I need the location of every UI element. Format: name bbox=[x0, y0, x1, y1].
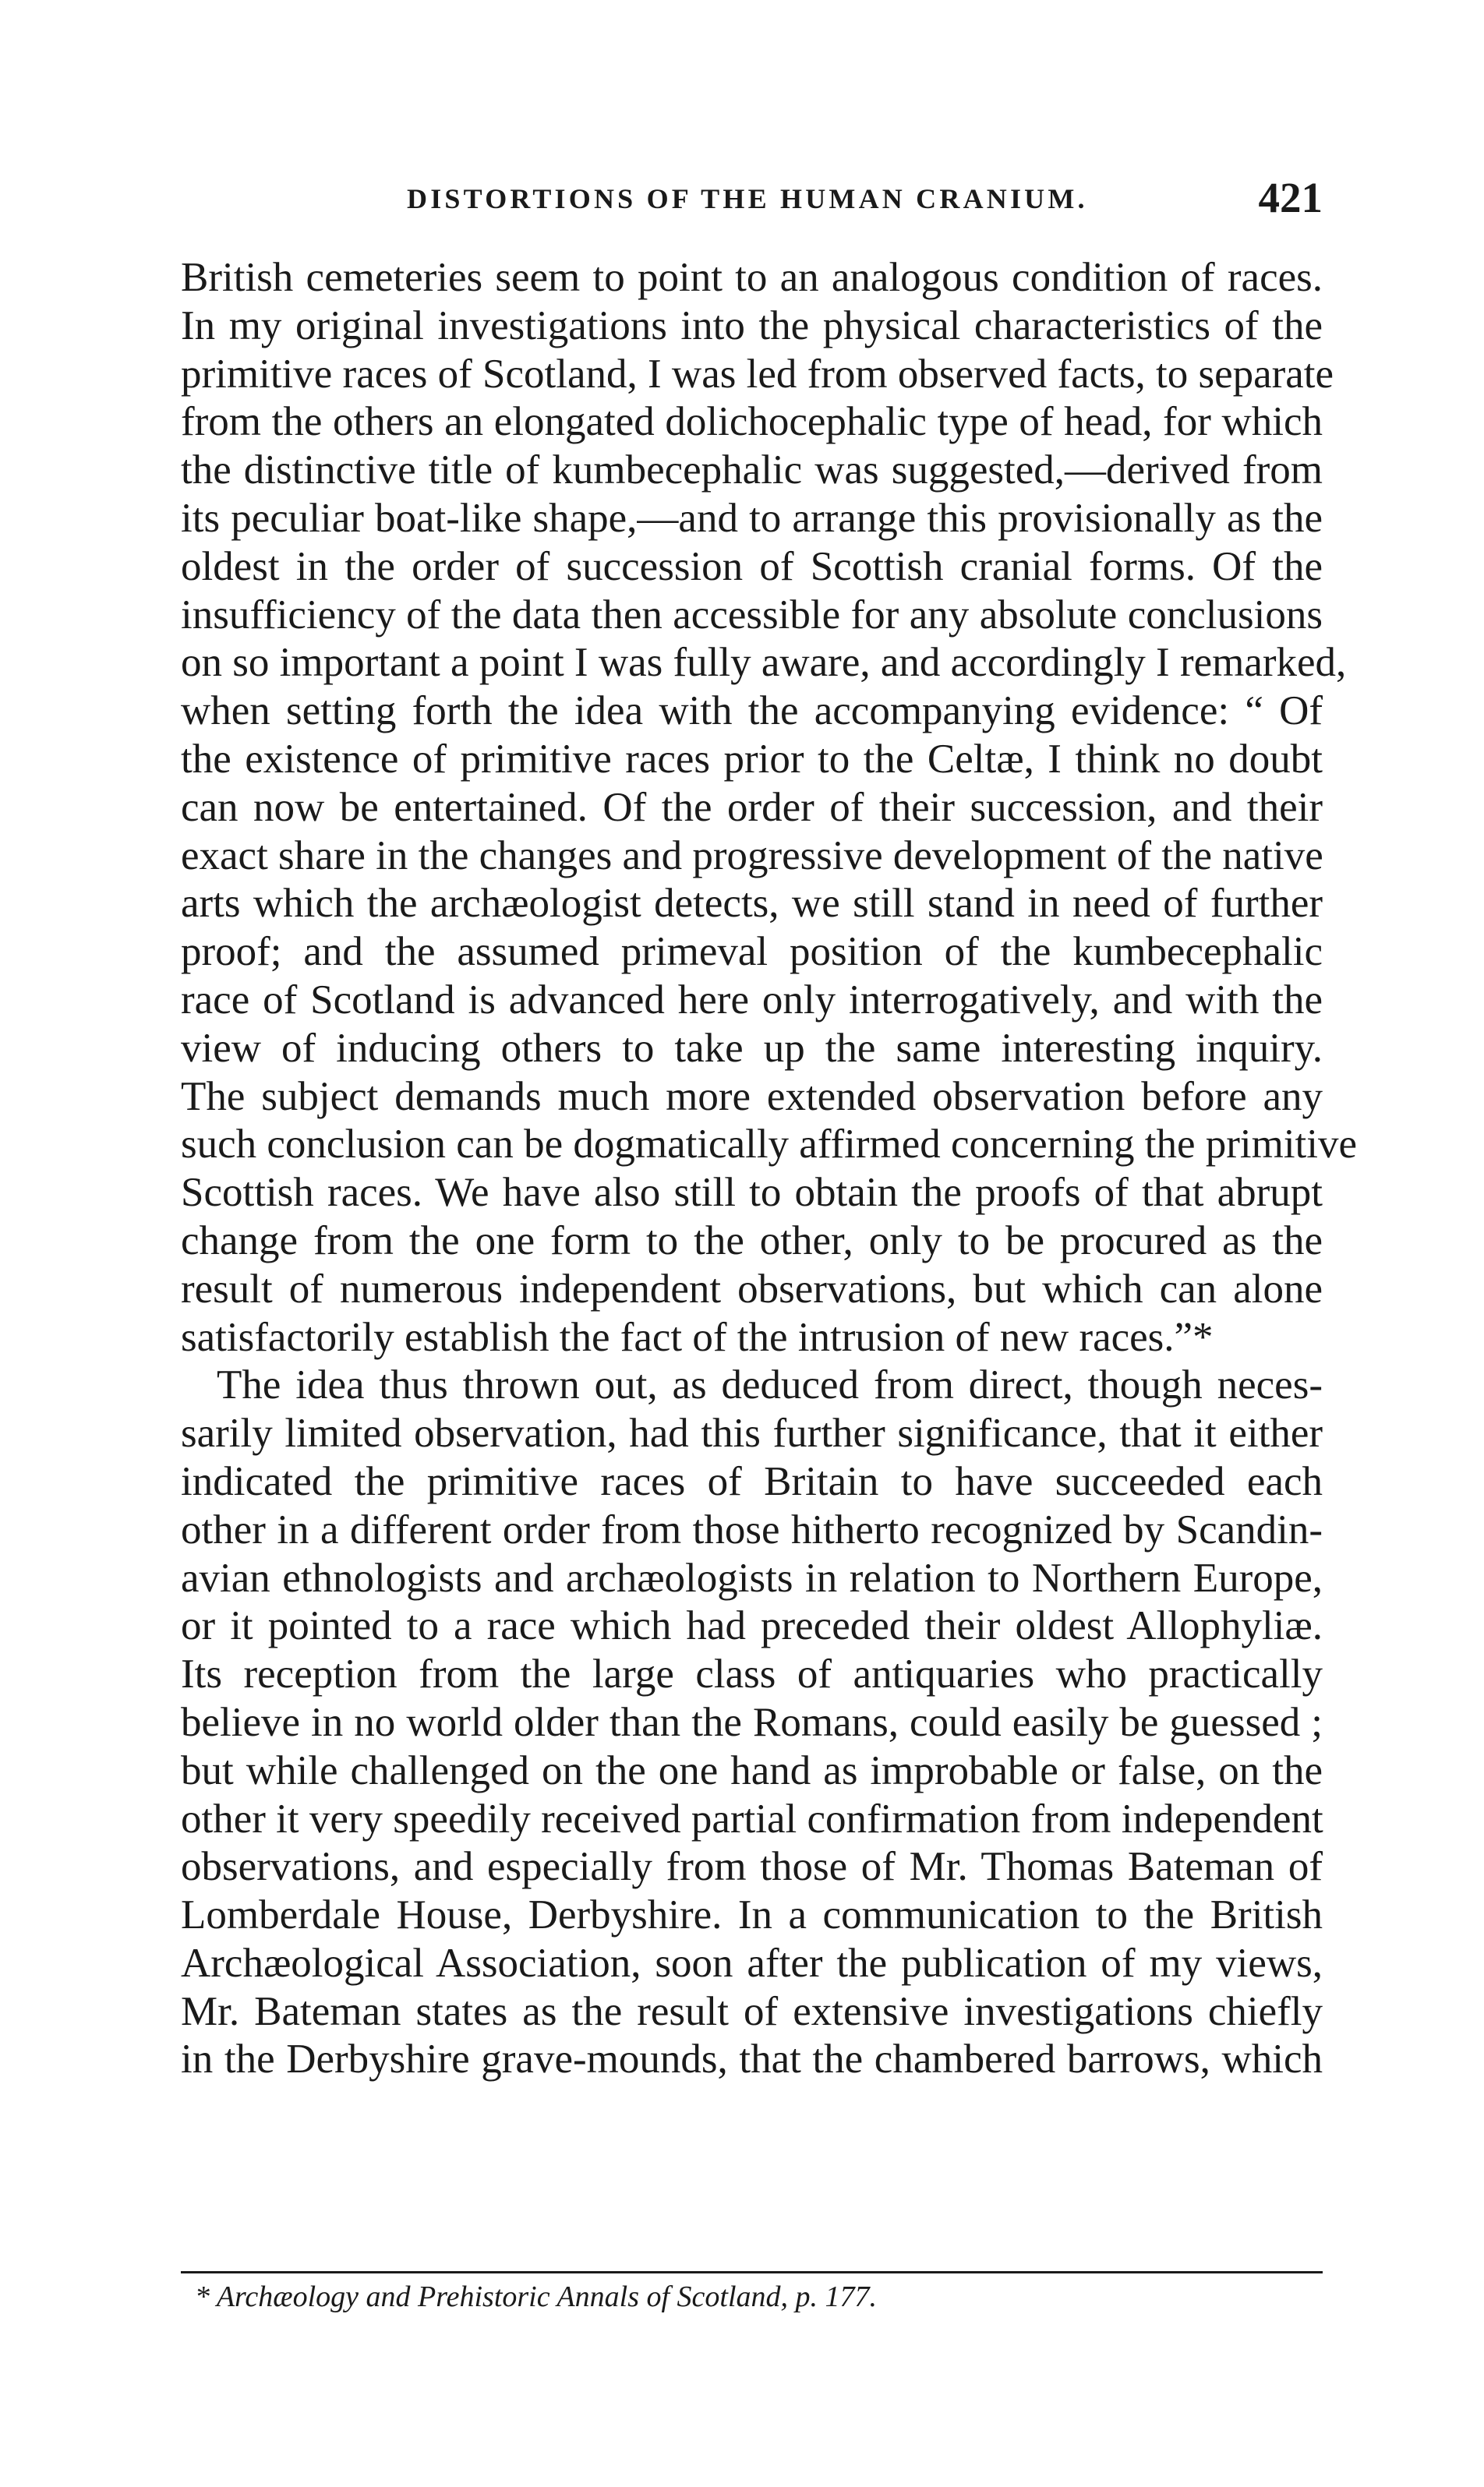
text-line: in the Derbyshire grave-mounds, that the chambered barrows, which bbox=[181, 2037, 1323, 2083]
text-line: primitive races of Scotland, I was led from observed facts, to separate bbox=[181, 351, 1334, 397]
text-line: In my original investigations into the physical characteristics of the bbox=[181, 302, 1323, 348]
page-number: 421 bbox=[1258, 174, 1323, 221]
text-line: satisfactorily establish the fact of the intrusion of new races.”* bbox=[181, 1314, 1214, 1360]
text-line: its peculiar boat-like shape,—and to arrange this provisionally as the bbox=[181, 495, 1323, 541]
footnote-divider bbox=[181, 2271, 1323, 2273]
text-line: sarily limited observation, had this further significance, that it either bbox=[181, 1411, 1323, 1457]
text-line: exact share in the changes and progressive development of the native bbox=[181, 832, 1323, 878]
text-line: Mr. Bateman states as the result of extensive investigations chiefly bbox=[181, 1988, 1323, 2034]
text-line: result of numerous independent observations, but which can alone bbox=[181, 1266, 1323, 1312]
text-line: oldest in the order of succession of Scottish cranial forms. Of the bbox=[181, 543, 1323, 589]
text-line: The idea thus thrown out, as deduced from direct, though neces- bbox=[217, 1362, 1323, 1408]
text-line: avian ethnologists and archæologists in relation to Northern Europe, bbox=[181, 1555, 1323, 1601]
text-line: other it very speedily received partial confirmation from independent bbox=[181, 1796, 1323, 1842]
text-line: such conclusion can be dogmatically affirmed concerning the primitive bbox=[181, 1122, 1358, 1168]
running-title: DISTORTIONS OF THE HUMAN CRANIUM. bbox=[407, 183, 1088, 214]
text-line: but while challenged on the one hand as improbable or false, on the bbox=[181, 1747, 1323, 1793]
text-line: Scottish races. We have also still to obtain the proofs of that abrupt bbox=[181, 1170, 1323, 1216]
text-line: Archæological Association, soon after the publication of my views, bbox=[181, 1940, 1323, 1986]
footnote: * Archæology and Prehistoric Annals of Scotland, p. 177. bbox=[195, 2280, 878, 2313]
text-line: the existence of primitive races prior to the Celtæ, I think no doubt bbox=[181, 736, 1323, 782]
text-line: view of inducing others to take up the same interesting inquiry. bbox=[181, 1025, 1323, 1071]
running-head bbox=[181, 174, 1323, 232]
text-line: insufficiency of the data then accessible for any absolute conclusions bbox=[181, 592, 1323, 638]
text-line: change from the one form to the other, only to be procured as the bbox=[181, 1217, 1323, 1263]
text-line: observations, and especially from those of Mr. Thomas Bateman of bbox=[181, 1844, 1323, 1890]
text-line: Its reception from the large class of antiquaries who practically bbox=[181, 1652, 1323, 1697]
text-line: on so important a point I was fully aware, and accordingly I remarked, bbox=[181, 640, 1347, 686]
text-line: race of Scotland is advanced here only interrogatively, and with the bbox=[181, 977, 1323, 1023]
text-line: British cemeteries seem to point to an analogous condition of races. bbox=[181, 255, 1323, 300]
text-line: or it pointed to a race which had preceded their oldest Allophyliæ. bbox=[181, 1603, 1323, 1649]
text-line: indicated the primitive races of Britain to have succeeded each bbox=[181, 1458, 1323, 1504]
body-text bbox=[181, 254, 1358, 2084]
text-line: other in a different order from those hitherto recognized by Scandin- bbox=[181, 1507, 1323, 1553]
text-line: from the others an elongated dolichocephalic type of head, for which bbox=[181, 399, 1323, 445]
text-line: when setting forth the idea with the accompanying evidence: “ Of bbox=[181, 688, 1323, 734]
text-line: proof; and the assumed primeval position of the kumbecephalic bbox=[181, 929, 1323, 975]
text-line: believe in no world older than the Romans, could easily be guessed ; bbox=[181, 1699, 1323, 1745]
text-line: The subject demands much more extended observation before any bbox=[181, 1073, 1323, 1119]
text-line: can now be entertained. Of the order of their succession, and their bbox=[181, 784, 1323, 830]
text-line: arts which the archæologist detects, we still stand in need of further bbox=[181, 881, 1323, 927]
text-line: Lomberdale House, Derbyshire. In a communication to the British bbox=[181, 1892, 1323, 1938]
text-line: the distinctive title of kumbecephalic was suggested,—derived from bbox=[181, 447, 1323, 493]
